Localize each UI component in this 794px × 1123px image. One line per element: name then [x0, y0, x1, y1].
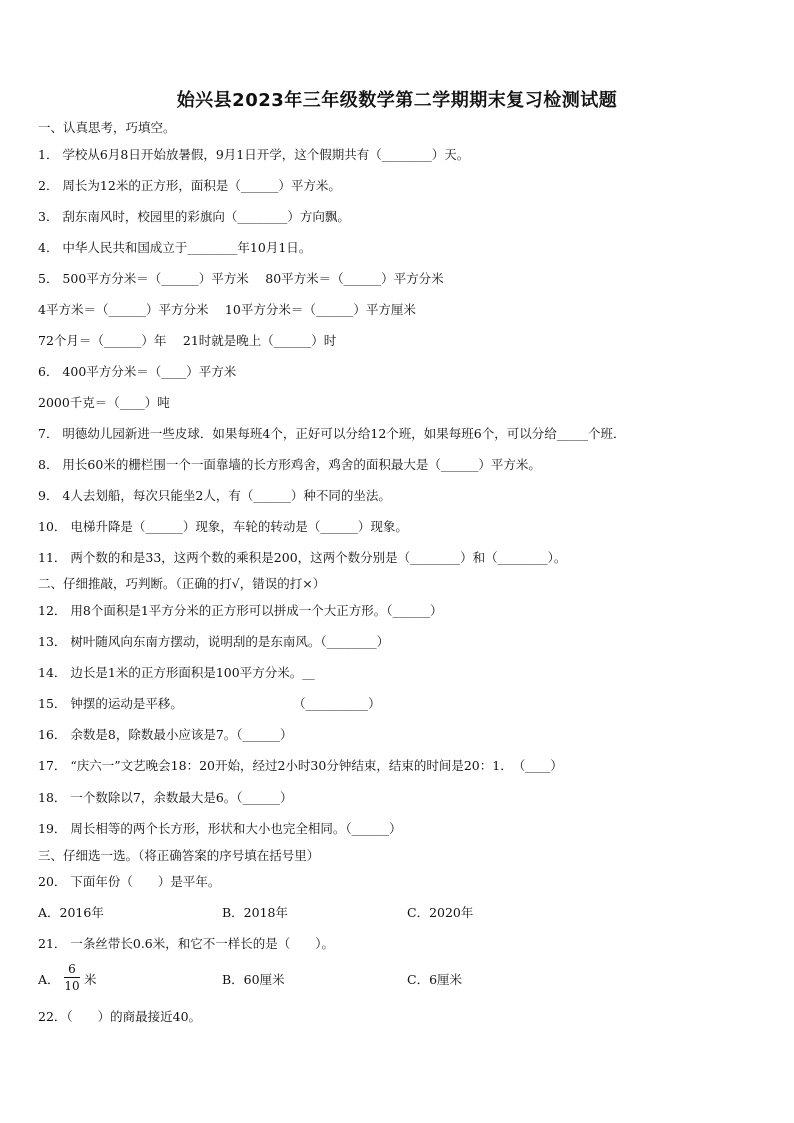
- section-heading-2: 二、仔细推敲，巧判断。（正确的打√，错误的打×）: [38, 576, 326, 591]
- question-18: 18． 一个数除以7，余数最大是6。（______）: [38, 790, 293, 805]
- q21-option-c: C．6厘米: [407, 972, 463, 987]
- q21-option-a-label: A．: [38, 972, 60, 987]
- question-5-line-2: 4平方米＝（______）平方分米 10平方分米＝（______）平方厘米: [38, 302, 416, 317]
- question-14: 14． 边长是1米的正方形面积是100平方分米。__: [38, 665, 315, 680]
- fraction-bar: [64, 977, 80, 978]
- question-5-line-3: 72个月＝（______）年 21时就是晚上（______）时: [38, 333, 337, 348]
- question-22: 22．（ ）的商最接近40。: [38, 1009, 202, 1024]
- question-7: 7． 明德幼儿园新进一些皮球．如果每班4个，正好可以分给12个班，如果每班6个，可以分给_____个班．: [38, 426, 626, 441]
- q21-option-b: B．60厘米: [222, 972, 285, 987]
- question-6-line-2: 2000千克＝（____）吨: [38, 395, 170, 410]
- question-6-line-1: 6． 400平方分米＝（____）平方米: [38, 364, 237, 379]
- q20-option-b: B．2018年: [222, 905, 288, 920]
- question-13: 13． 树叶随风向东南方摆动，说明刮的是东南风。（________）: [38, 634, 390, 649]
- section-heading-1: 一、认真思考，巧填空。: [38, 120, 176, 135]
- question-20: 20． 下面年份（ ）是平年。: [38, 874, 221, 889]
- question-8: 8． 用长60米的栅栏围一个一面靠墙的长方形鸡舍，鸡舍的面积最大是（______）平方米。: [38, 457, 541, 472]
- fraction-numerator: 6: [68, 962, 76, 976]
- q20-option-a: A．2016年: [38, 905, 104, 920]
- question-17: 17． “庆六一”文艺晚会18：20开始，经过2小时30分钟结束，结束的时间是20：1． （____）: [38, 758, 563, 773]
- fraction-denominator: 10: [64, 979, 80, 993]
- question-4: 4． 中华人民共和国成立于________年10月1日。: [38, 240, 312, 255]
- question-21: 21． 一条丝带长0.6米，和它不一样长的是（ ）。: [38, 936, 335, 951]
- q21-option-a-unit: 米: [84, 972, 97, 987]
- question-11: 11． 两个数的和是33，这两个数的乘积是200，这两个数分别是（________）和（________）。: [38, 550, 567, 565]
- question-15: 15． 钟摆的运动是平移。 （__________）: [38, 696, 381, 711]
- section-heading-3: 三、仔细选一选。（将正确答案的序号填在括号里）: [38, 848, 320, 863]
- question-5-line-1: 5． 500平方分米＝（______）平方米 80平方米＝（______）平方分米: [38, 271, 444, 286]
- question-9: 9． 4人去划船，每次只能坐2人，有（______）种不同的坐法。: [38, 488, 391, 503]
- question-10: 10． 电梯升降是（______）现象，车轮的转动是（______）现象。: [38, 519, 408, 534]
- page-title: 始兴县2023年三年级数学第二学期期末复习检测试题: [176, 90, 618, 111]
- question-2: 2． 周长为12米的正方形，面积是（______）平方米。: [38, 178, 341, 193]
- question-12: 12． 用8个面积是1平方分米的正方形可以拼成一个大正方形。（______）: [38, 603, 443, 618]
- q20-option-c: C．2020年: [407, 905, 474, 920]
- question-3: 3． 刮东南风时，校园里的彩旗向（________）方向飘。: [38, 209, 350, 224]
- q21-option-a-fraction: [62, 962, 82, 993]
- question-16: 16． 余数是8，除数最小应该是7。（______）: [38, 727, 293, 742]
- question-19: 19． 周长相等的两个长方形，形状和大小也完全相同。（______）: [38, 821, 402, 836]
- question-1: 1． 学校从6月8日开始放暑假，9月1日开学，这个假期共有（________）天。: [38, 147, 470, 162]
